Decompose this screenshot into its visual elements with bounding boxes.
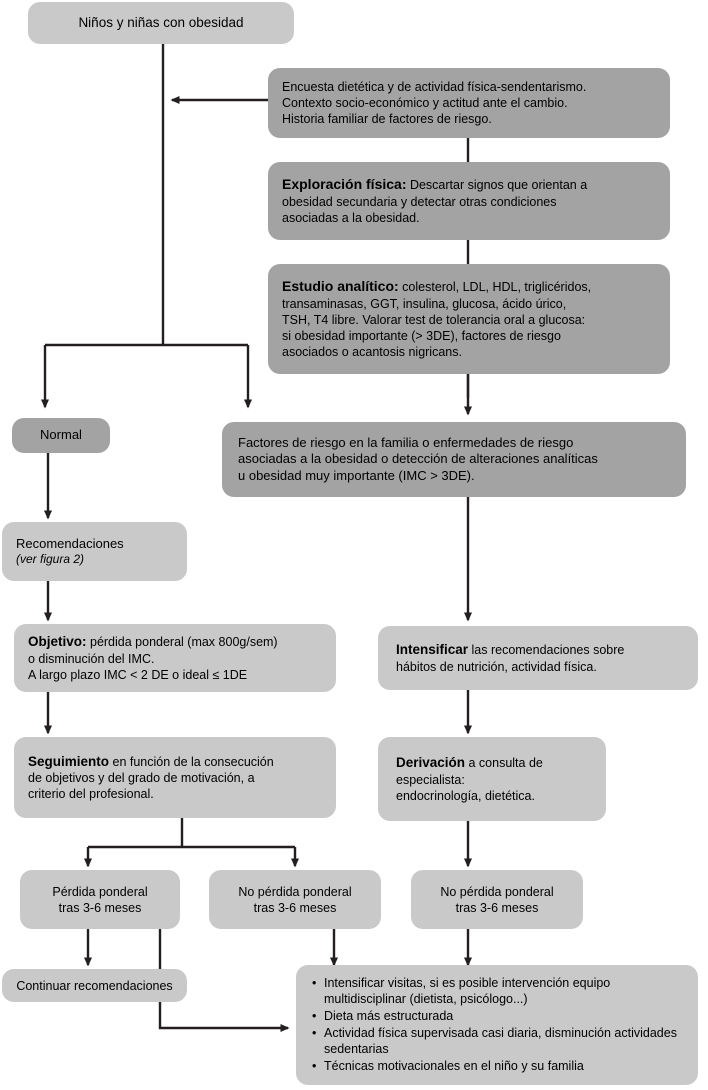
node-continuar-recomendaciones: [2, 969, 187, 1002]
node-recomendaciones: [2, 522, 187, 581]
node-no-perdida-ponderal-centro: [209, 870, 381, 929]
node-intensificar-recomendaciones: [378, 626, 698, 690]
node-normal-label: Normal: [40, 427, 82, 443]
plan-intensivo-item-1: • Intensificar visitas, si es posible intervención equipo multidisciplinar (dietista, psicólogo...): [312, 975, 682, 1007]
node-factores-line3: u obesidad muy importante (IMC > 3DE).: [238, 467, 475, 483]
node-intensificar-line2: hábitos de nutrición, actividad física.: [396, 659, 597, 674]
node-estudio-line3: TSH, T4 libre. Valorar test de tolerancia oral a glucosa:: [282, 312, 586, 327]
node-exploracion-line2: obesidad secundaria y detectar otras condiciones: [282, 194, 557, 209]
node-encuesta-dietetica: [268, 68, 670, 138]
node-continuar-text: Continuar recomendaciones: [16, 978, 173, 993]
node-intensificar-line1: [396, 641, 624, 658]
node-seguimiento-line2: de objetivos y del grado de motivación, a: [28, 771, 255, 786]
node-seguimiento: [14, 737, 336, 818]
plan-intensivo-item-3: • Actividad física supervisada casi diaria, disminución actividades sedentarias: [312, 1025, 682, 1057]
node-perdida-line2: tras 3-6 meses: [58, 900, 142, 915]
node-continuar-label: [16, 978, 172, 994]
node-normal: [12, 418, 110, 453]
node-encuesta-line1: Encuesta dietética y de actividad física-sendentarismo.: [282, 80, 587, 94]
node-objetivo: [14, 624, 336, 692]
node-objetivo-line3: A largo plazo IMC < 2 DE o ideal ≤ 1DE: [28, 667, 248, 682]
node-encuesta-line2: Contexto socio-económico y actitud ante el cambio.: [282, 96, 568, 110]
node-start-label: Niños y niñas con obesidad: [78, 15, 244, 31]
node-objetivo-line2: o disminución del IMC.: [28, 651, 155, 666]
node-estudio-title: Estudio analítico:: [282, 278, 399, 295]
node-derivacion-title: Derivación: [396, 755, 466, 771]
node-perdida-ponderal: [20, 870, 180, 929]
node-derivacion-line1: [396, 754, 543, 771]
plan-intensivo-item-4: • Técnicas motivacionales en el niño y su familia: [312, 1058, 682, 1074]
node-derivacion-rest1: a consulta de: [465, 756, 543, 771]
node-no-perdida-centro-line2: tras 3-6 meses: [253, 900, 337, 915]
node-seguimiento-title: Seguimiento: [28, 753, 110, 769]
node-seguimiento-rest1: en función de la consecución: [109, 754, 274, 769]
node-derivacion-line3: endocrinología, dietética.: [396, 788, 535, 803]
node-objetivo-title: Objetivo:: [28, 634, 87, 650]
node-intensificar-title: Intensificar: [396, 642, 469, 658]
node-objetivo-rest1: pérdida ponderal (max 800g/sem): [86, 635, 278, 650]
node-no-perdida-centro-line1: No pérdida ponderal: [238, 884, 352, 899]
node-no-perdida-derecha-line1: No pérdida ponderal: [440, 884, 554, 899]
node-estudio-analitico: [268, 264, 670, 374]
node-factores-riesgo: [222, 422, 686, 497]
plan-intensivo-list: [312, 975, 682, 1075]
node-exploracion-title: Exploración física:: [282, 176, 407, 193]
node-estudio-line1: [282, 278, 591, 296]
node-objetivo-line1: [28, 633, 278, 650]
node-recomendaciones-label: Recomendaciones: [16, 535, 124, 551]
node-estudio-rest1: colesterol, LDL, HDL, triglicéridos,: [398, 280, 592, 295]
node-derivacion-line2: especialista:: [396, 772, 465, 787]
node-estudio-line4: si obesidad importante (> 3DE), factores de riesgo: [282, 328, 561, 343]
node-perdida-line1: Pérdida ponderal: [52, 884, 148, 899]
node-estudio-line5: asociados o acantosis nigricans.: [282, 344, 462, 359]
node-seguimiento-line1: [28, 753, 274, 770]
node-factores-line1: Factores de riesgo en la familia o enfermedades de riesgo: [238, 434, 574, 450]
node-derivacion: [378, 737, 606, 821]
node-seguimiento-line3: criterio del profesional.: [28, 787, 154, 802]
node-exploracion-fisica: [268, 162, 670, 240]
node-estudio-line2: transaminasas, GGT, insulina, glucosa, ácido úrico,: [282, 296, 567, 311]
node-exploracion-rest1: Descartar signos que orientan a: [406, 178, 588, 193]
node-intensificar-rest1: las recomendaciones sobre: [468, 643, 625, 658]
node-no-perdida-derecha-line2: tras 3-6 meses: [455, 900, 539, 915]
node-start: [28, 2, 294, 44]
node-recomendaciones-subtext: (ver figura 2): [16, 552, 85, 567]
node-encuesta-line3: Historia familiar de factores de riesgo.: [282, 112, 492, 126]
node-exploracion-line3: asociadas a la obesidad.: [282, 210, 420, 225]
node-no-perdida-ponderal-derecha: [411, 870, 583, 929]
node-factores-line2: asociadas a la obesidad o detección de alteraciones analíticas: [238, 451, 598, 467]
node-plan-intensivo: [296, 965, 698, 1085]
plan-intensivo-item-2: • Dieta más estructurada: [312, 1008, 682, 1024]
node-exploracion-line1: [282, 176, 587, 194]
